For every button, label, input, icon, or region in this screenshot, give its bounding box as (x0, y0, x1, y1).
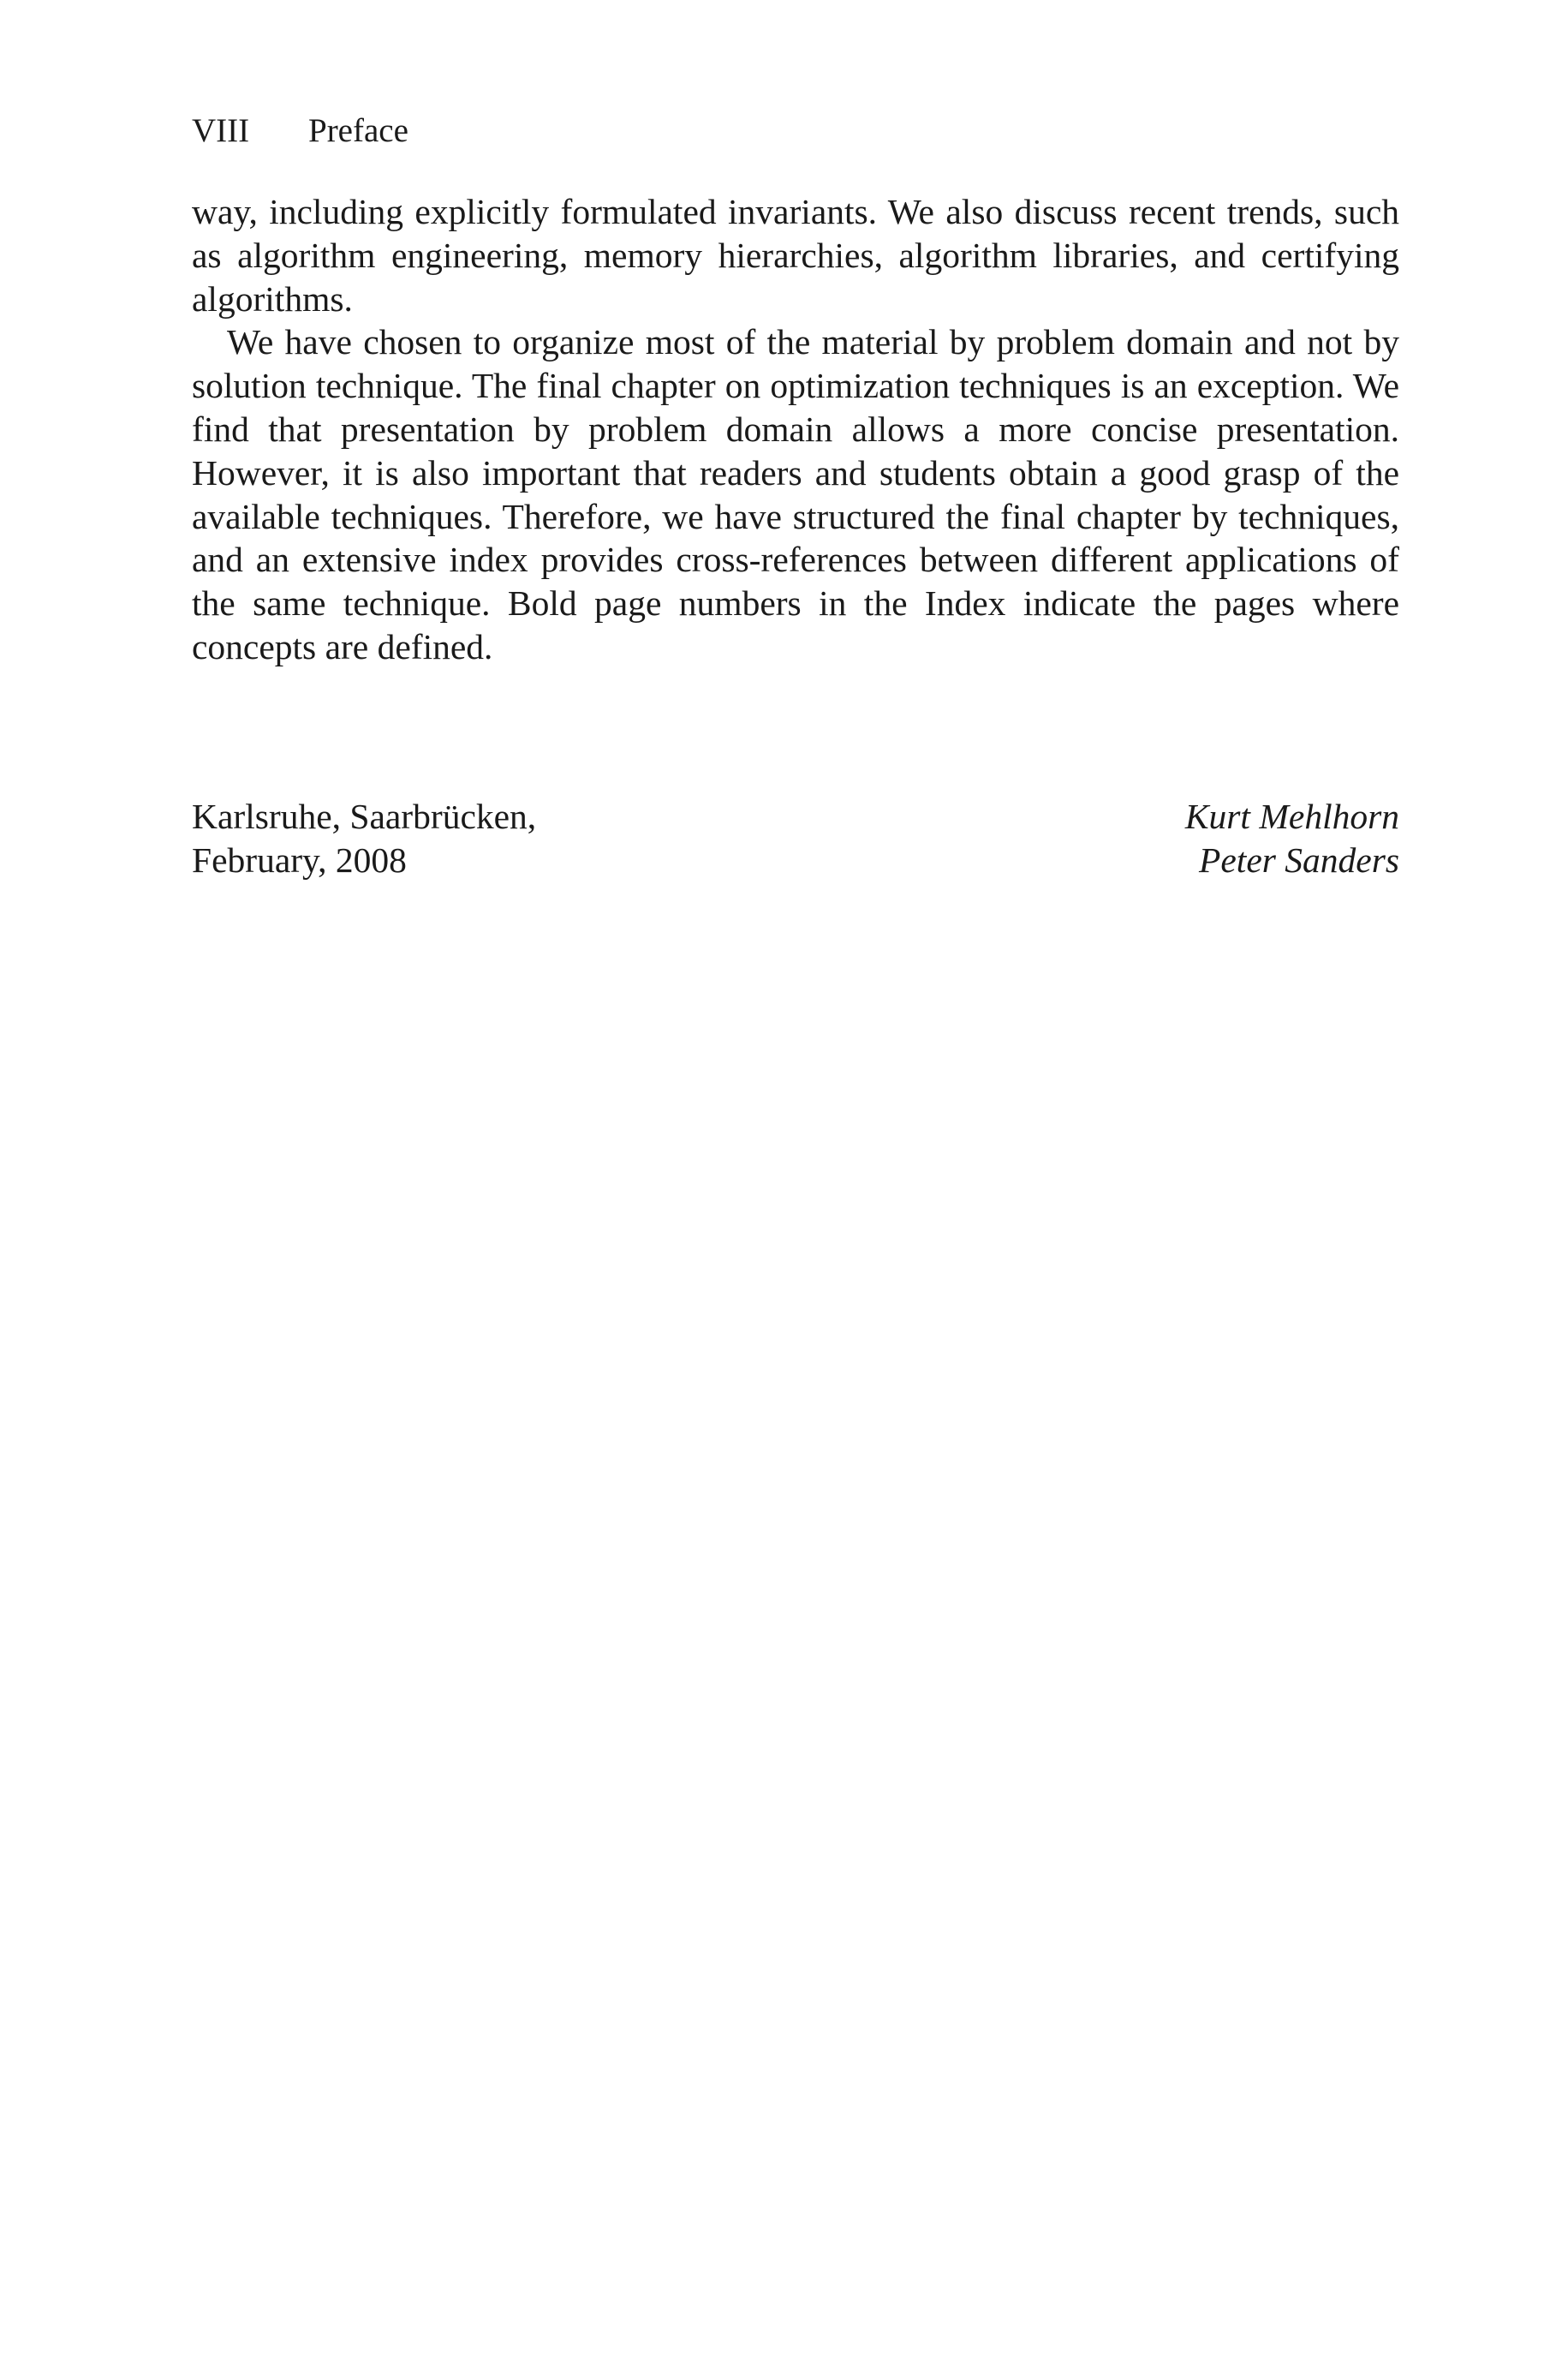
author-name: Kurt Mehlhorn (1184, 797, 1399, 836)
page-number: VIII (192, 112, 250, 149)
author-list (1185, 795, 1399, 882)
place-date (192, 795, 536, 882)
signoff-date: February, 2008 (192, 840, 407, 880)
author-name: Peter Sanders (1199, 840, 1399, 880)
running-head (192, 114, 408, 147)
preface-body (192, 190, 1399, 669)
paragraph-continued: way, including explicitly formulated invariants. We also discuss recent trends, such as algorithm engineering, memory hierarchies, algorithm libraries, and certifying algorithms. (192, 192, 1399, 319)
running-head-title: Preface (308, 112, 408, 149)
signoff-place: Karlsruhe, Saarbrücken, (192, 797, 537, 836)
paragraph-organization: We have chosen to organize most of the material by problem domain and not by solution technique. The final chapter on optimization techniques is an exception. We find that presentation by problem domain allows a more concise presentation. However, it is also important that readers and students obtain a good grasp of the available techniques. Therefore, we have structured the final chapter by techniques, and an extensive index provides cross-references between different applications of the same technique. Bold page numbers in the Index indicate the pages where concepts are defined. (192, 322, 1399, 666)
